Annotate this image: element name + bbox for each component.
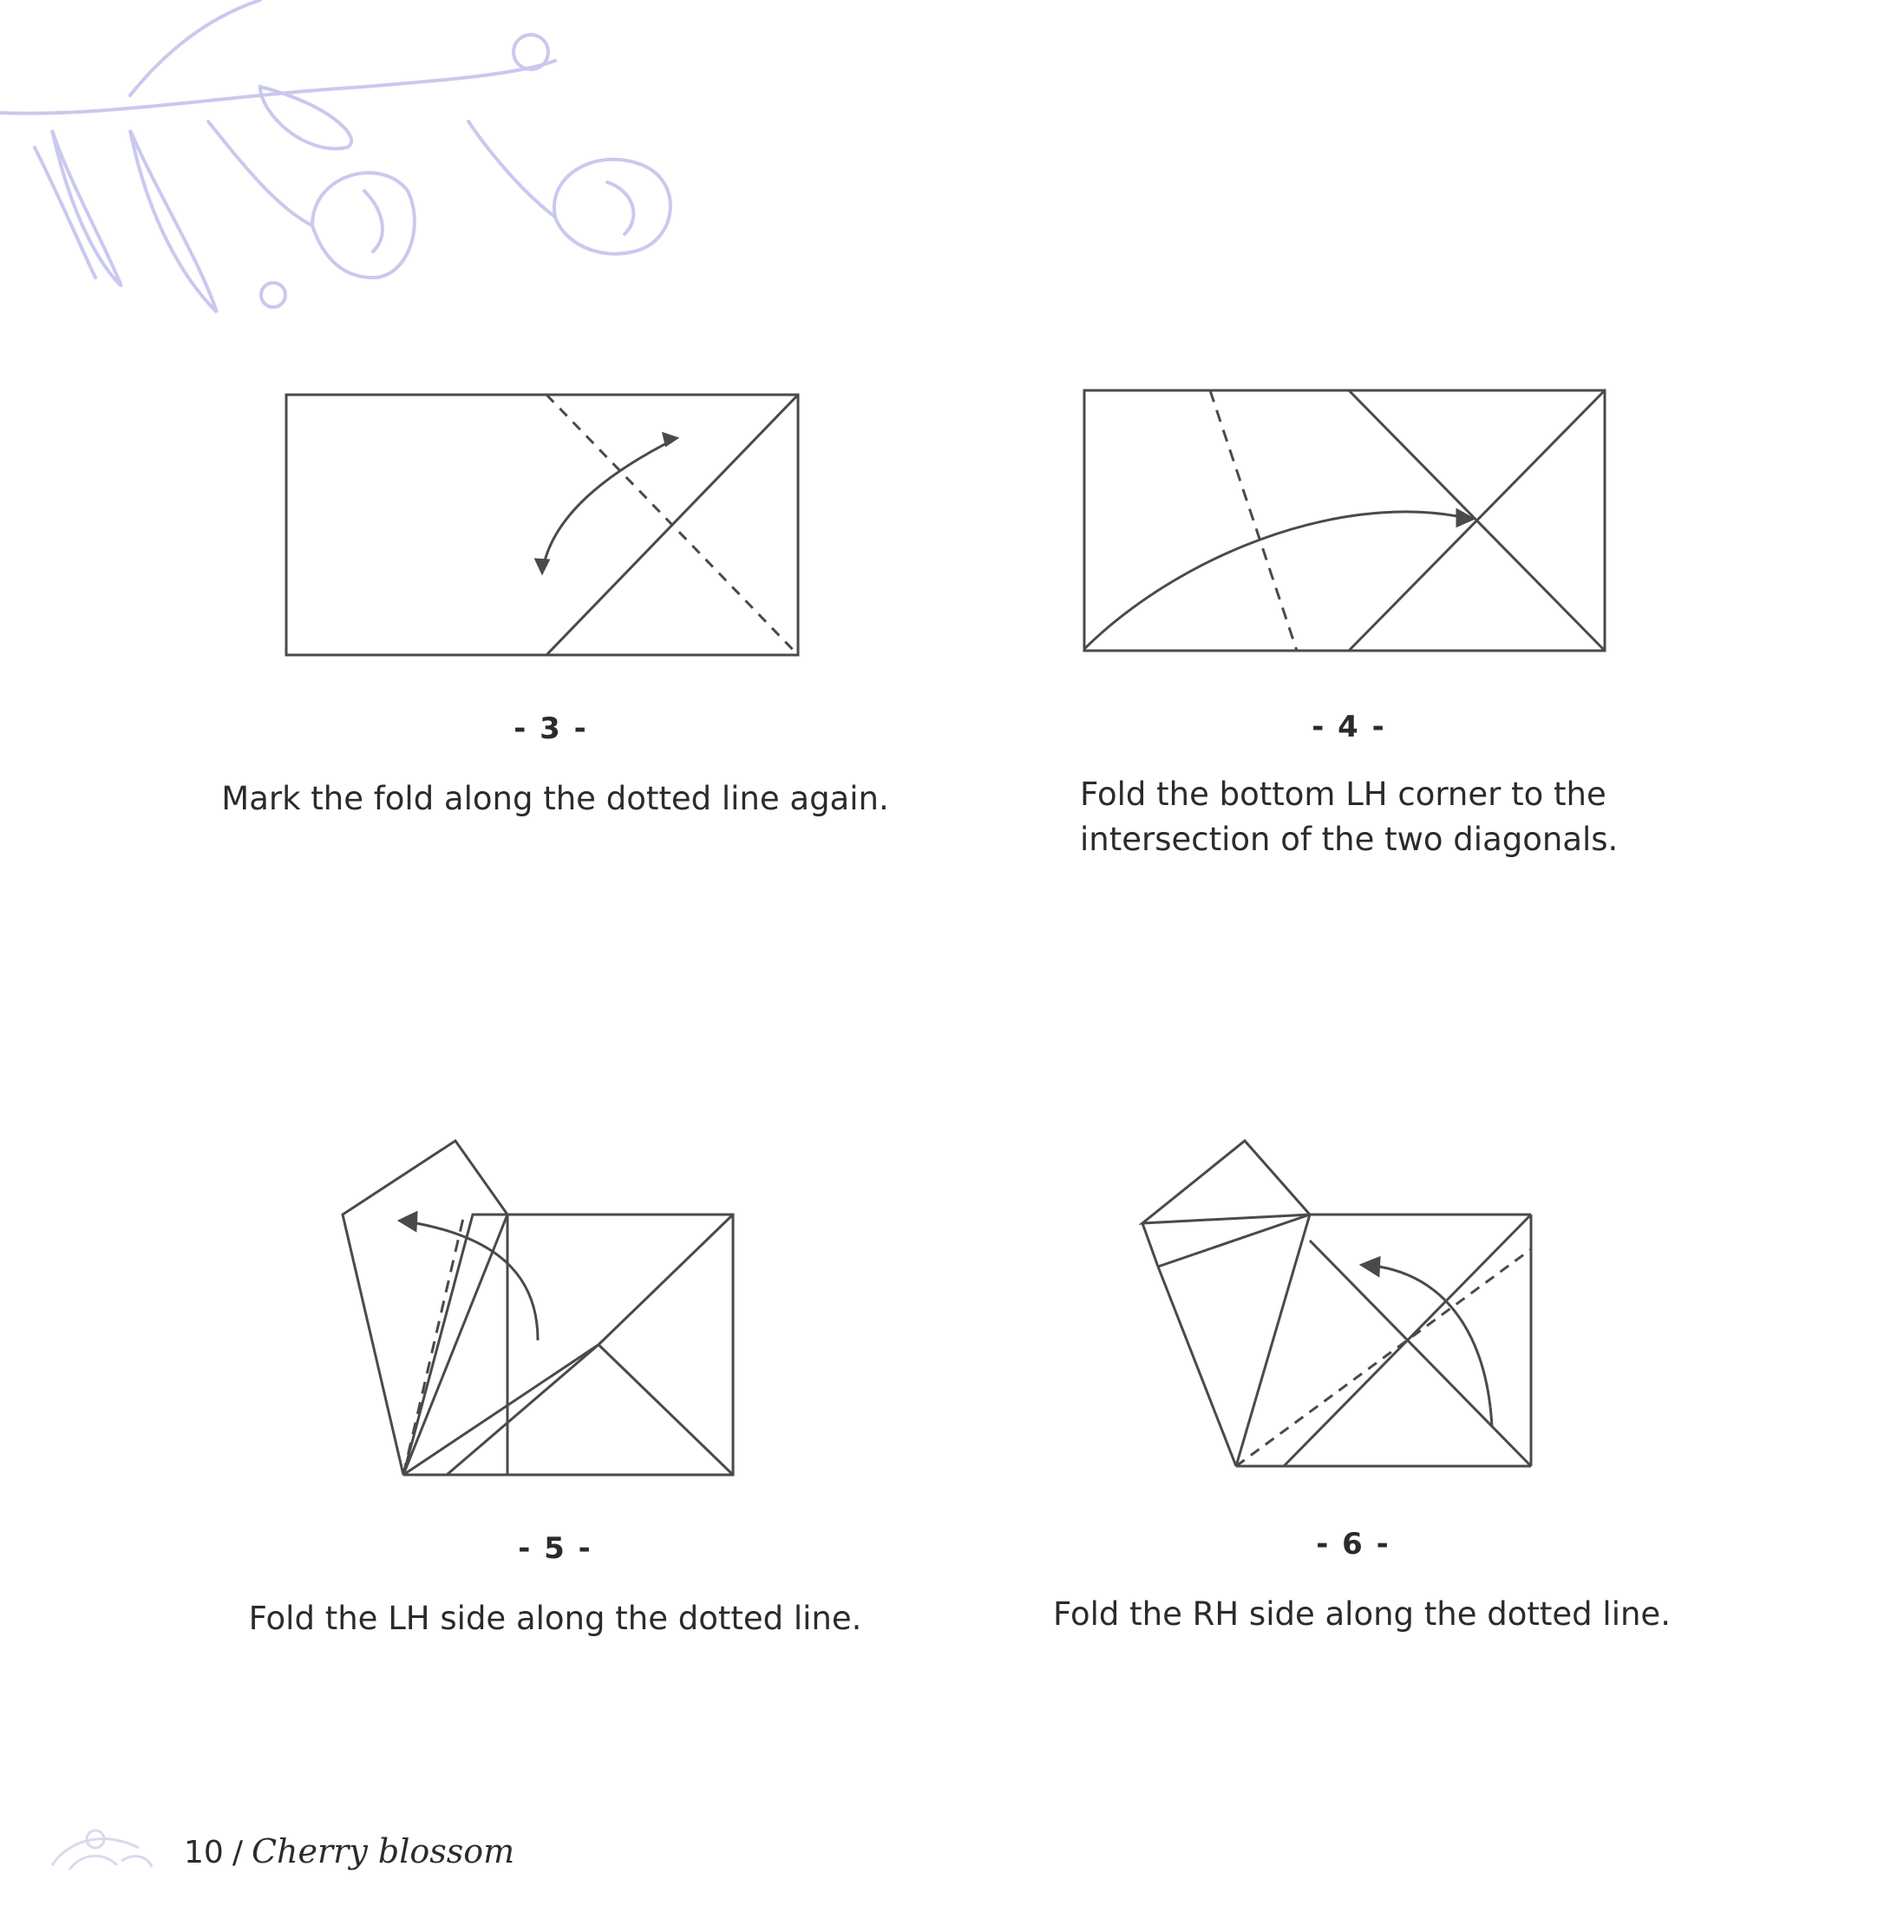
step-4-diagram [1076,382,1613,659]
book-title: Cherry blossom [251,1832,515,1870]
footer-separator: / [232,1835,243,1870]
step-4-caption-line-1: Fold the bottom LH corner to the [1080,776,1606,813]
step-3-number: - 3 - [514,711,588,746]
page-number: 10 [184,1835,224,1870]
step-4-number: - 4 - [1312,710,1386,744]
step-5-caption: Fold the LH side along the dotted line. [248,1600,862,1637]
step-4-caption-line-2: intersection of the two diagonals. [1080,821,1619,858]
step-6-number: - 6 - [1316,1527,1390,1562]
step-3-caption: Mark the fold along the dotted line again. [221,780,889,817]
footer-flower-logo [35,1813,165,1891]
step-6-diagram [1132,1128,1548,1483]
page-footer [184,1832,514,1884]
step-6-caption: Fold the RH side along the dotted line. [1053,1595,1671,1633]
step-5-diagram [334,1128,750,1492]
floral-branch-decoration [0,0,694,347]
step-5-number: - 5 - [518,1531,592,1566]
step-3-diagram [278,386,807,664]
